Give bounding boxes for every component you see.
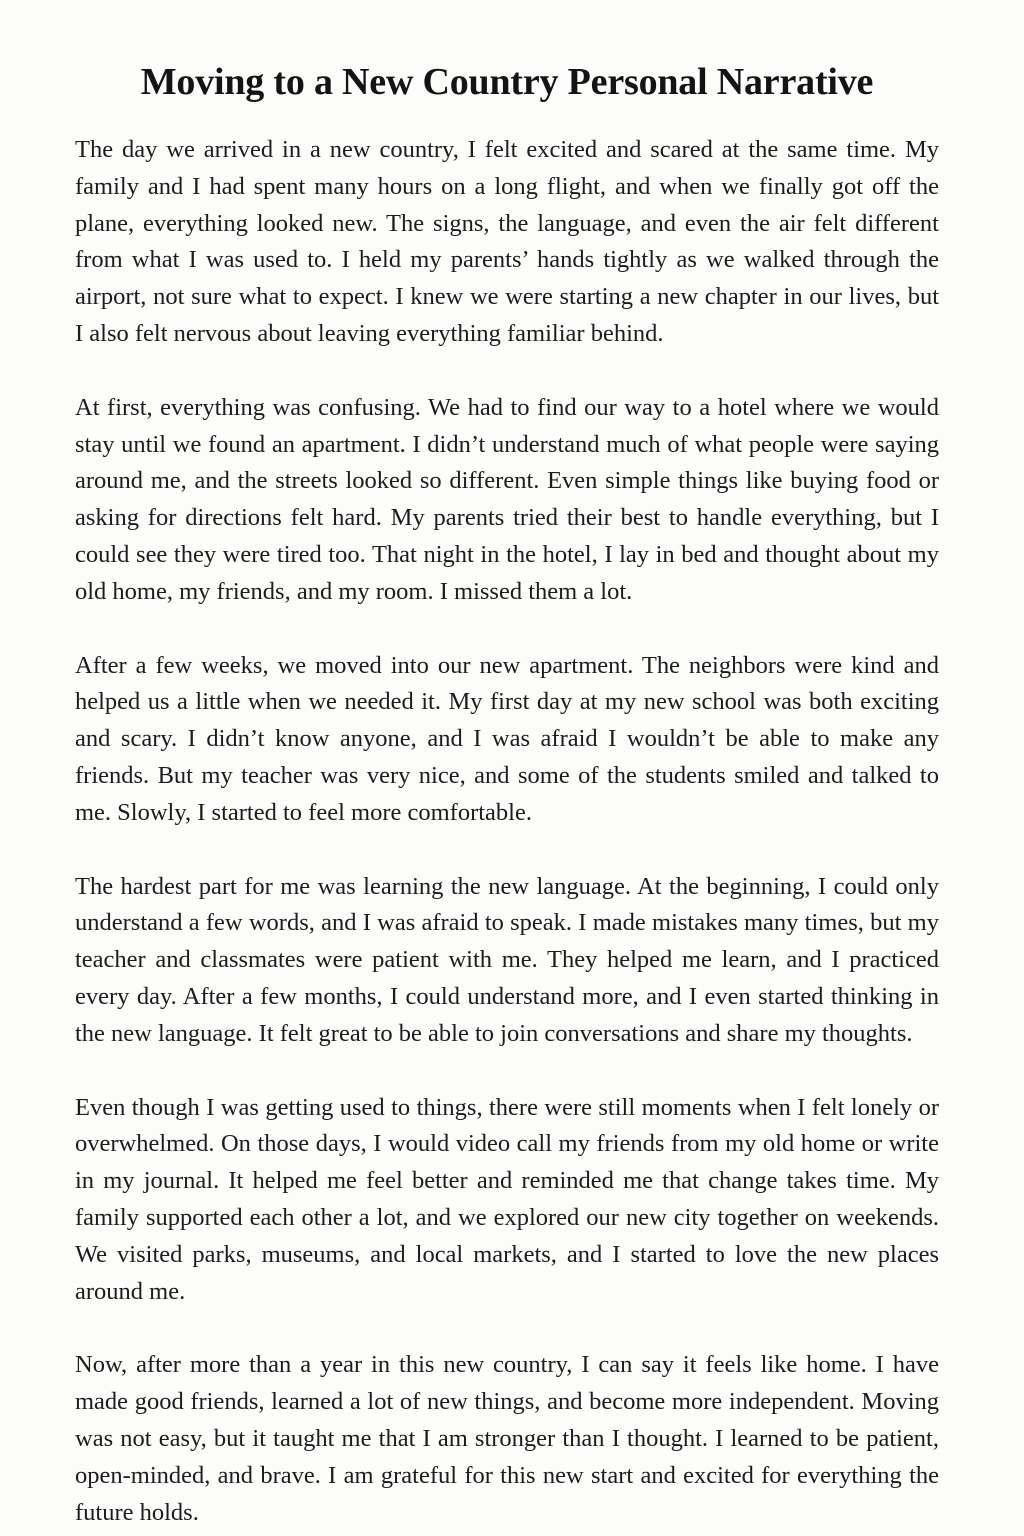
document-title: Moving to a New Country Personal Narrative <box>140 61 874 103</box>
paragraph-3: After a few weeks, we moved into our new apartment. The neighbors were kind and helped us a little when we needed it. My first day at my new school was both exciting and scary. I didn’t know anyone, and I was afraid I wouldn’t be able to make any friends. But my teacher was very nice, and some of the students smiled and talked to me. Slowly, I started to feel more comfortable. <box>75 651 939 826</box>
paragraph-1: The day we arrived in a new country, I felt excited and scared at the same time. My family and I had spent many hours on a long flight, and when we finally got off the plane, everything looked new. The signs, the language, and even the air felt different from what I was used to. I held my parents’ hands tightly as we walked through the airport, not sure what to expect. I knew we were starting a new chapter in our lives, but I also felt nervous about leaving everything familiar behind. <box>75 136 939 347</box>
narrative-body <box>75 132 939 1531</box>
paragraph-2: At first, everything was confusing. We had to find our way to a hotel where we would stay until we found an apartment. I didn’t understand much of what people were saying around me, and the streets looked so different. Even simple things like buying food or asking for directions felt hard. My parents tried their best to handle everything, but I could see they were tired too. That night in the hotel, I lay in bed and thought about my old home, my friends, and my room. I missed them a lot. <box>75 393 939 605</box>
paragraph-4: The hardest part for me was learning the new language. At the beginning, I could only understand a few words, and I was afraid to speak. I made mistakes many times, but my teacher and classmates were patient with me. They helped me learn, and I practiced every day. After a few months, I could understand more, and I even started thinking in the new language. It felt great to be able to join conversations and share my thoughts. <box>75 872 939 1047</box>
paragraph-5: Even though I was getting used to things, there were still moments when I felt lonely or overwhelmed. On those days, I would video call my friends from my old home or write in my journal. It helped me feel better and reminded me that change takes time. My family supported each other a lot, and we explored our new city together on weekends. We visited parks, museums, and local markets, and I started to love the new places around me. <box>75 1093 939 1305</box>
paragraph-6: Now, after more than a year in this new country, I can say it feels like home. I have made good friends, learned a lot of new things, and become more independent. Moving was not easy, but it taught me that I am stronger than I thought. I learned to be patient, open-minded, and brave. I am grateful for this new start and excited for everything the future holds. <box>75 1351 939 1526</box>
